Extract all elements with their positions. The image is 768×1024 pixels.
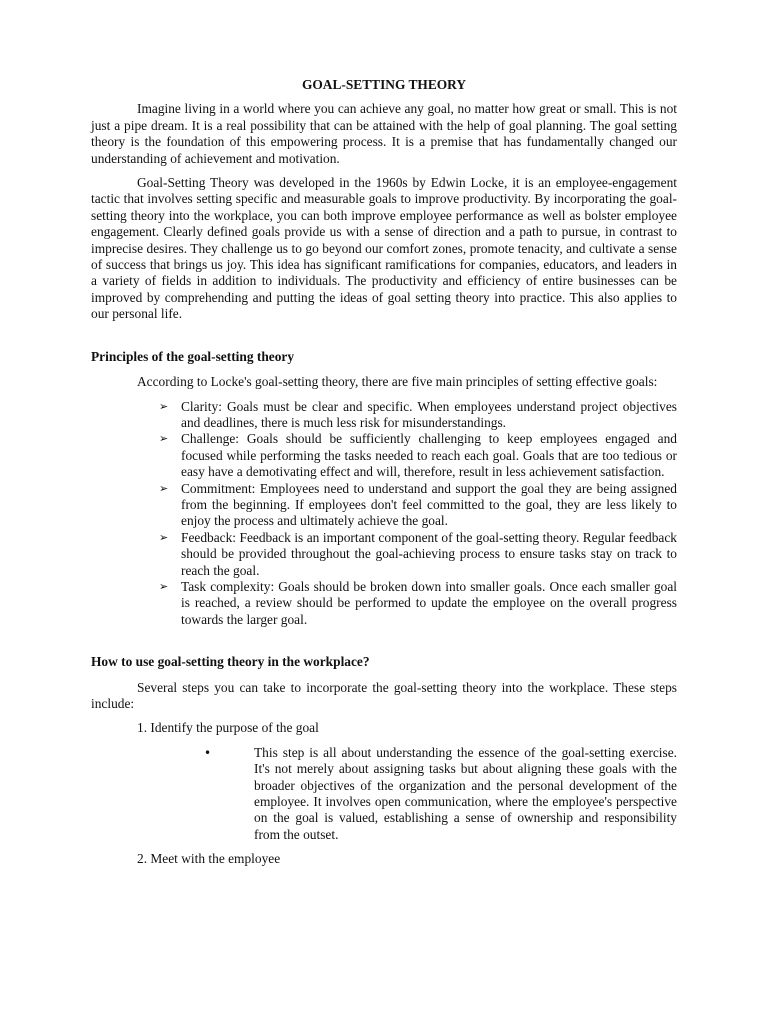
- intro-paragraph-2: Goal-Setting Theory was developed in the 1960s by Edwin Locke, it is an employee-engagement tactic that involves setting specific and measurable goals to improve productivity. By incorporating the goal-setting theory into the workplace, you can both improve employee performance as well as bolster employee engagement. Clearly defined goals provide us with a sense of direction and a path to pursue, in contrast to imprecise desires. They challenge us to go beyond our comfort zones, promote tenacity, and cultivate a sense of success that brings us joy. This idea has significant ramifications for companies, educators, and leaders in a variety of fields in addition to individuals. The productivity and efficiency of entire businesses can be improved by comprehending and putting the ideas of goal setting theory into practice. This also applies to our personal life.: [91, 175, 677, 322]
- arrow-bullet-icon: ➢: [159, 530, 169, 544]
- bullet-dot-icon: •: [204, 745, 212, 760]
- step-1-title: 1. Identify the purpose of the goal: [137, 720, 319, 736]
- arrow-bullet-icon: ➢: [159, 579, 169, 593]
- arrow-bullet-icon: ➢: [159, 481, 169, 495]
- arrow-bullet-icon: ➢: [159, 399, 169, 413]
- principle-clarity: Clarity: Goals must be clear and specific. When employees understand project objectives and deadlines, there is much less risk for misunderstandings.: [181, 398, 677, 430]
- principles-list: [91, 399, 677, 629]
- list-item: [159, 578, 677, 628]
- list-item: [159, 529, 677, 579]
- principle-feedback: Feedback: Feedback is an important component of the goal-setting theory. Regular feedback should be provided throughout the goal-achieving process to ensure tasks stay on track to reach the goal.: [181, 529, 677, 578]
- document-body: [91, 77, 677, 876]
- principles-intro: According to Locke's goal-setting theory, there are five main principles of setting effective goals:: [137, 374, 658, 390]
- workplace-heading: How to use goal-setting theory in the workplace?: [91, 654, 370, 670]
- list-item: [159, 398, 677, 432]
- list-item: [204, 744, 677, 843]
- principles-heading: Principles of the goal-setting theory: [91, 348, 295, 364]
- principle-commitment: Commitment: Employees need to understand and support the goal they are being assigned from the beginning. If employees don't feel committed to the goal, they are less likely to enjoy the process and ultimately achieve the goal.: [181, 480, 677, 529]
- intro-paragraph-1: Imagine living in a world where you can achieve any goal, no matter how great or small. This is not just a pipe dream. It is a real possibility that can be attained with the help of goal planning. The goal setting theory is the foundation of this empowering process. It is a premise that has fundamentally changed our understanding of achievement and motivation.: [91, 101, 677, 166]
- document-title: GOAL-SETTING THEORY: [301, 77, 467, 92]
- step-1-details: [91, 745, 677, 843]
- workplace-intro: Several steps you can take to incorporate the goal-setting theory into the workplace. These steps include:: [91, 679, 677, 711]
- step-2-title: 2. Meet with the employee: [137, 851, 281, 867]
- arrow-bullet-icon: ➢: [159, 432, 169, 446]
- principle-challenge: Challenge: Goals should be sufficiently challenging to keep employees engaged and focused while performing the tasks needed to reach each goal. Goals that are too tedious or easy have a demotivating effect and will, therefore, result in less achievement satisfaction.: [181, 431, 677, 480]
- step-1-detail-text: This step is all about understanding the essence of the goal-setting exercise. It's not merely about assigning tasks but about aligning these goals with the broader objectives of the organization and the personal development of the employee. It involves open communication, where the employee's perspective on the goal is valued, establishing a sense of ownership and responsibility from the outset.: [254, 744, 677, 842]
- list-item: [159, 431, 677, 480]
- list-item: [159, 480, 677, 530]
- principle-task-complexity: Task complexity: Goals should be broken down into smaller goals. Once each smaller goal is reached, a review should be performed to update the employee on the overall progress towards the larger goal.: [181, 578, 677, 627]
